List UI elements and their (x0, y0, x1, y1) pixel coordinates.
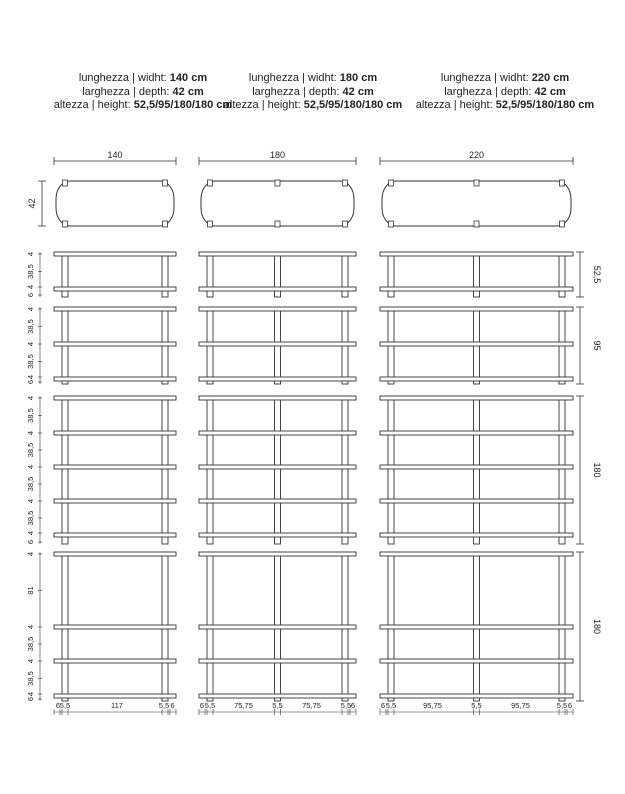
upright-post (388, 396, 394, 544)
depth-key: larghezza | depth: (82, 85, 173, 98)
segment-height-label: 81 (26, 586, 35, 595)
plan-view-outline (201, 181, 354, 226)
plan-view-outline (382, 181, 571, 226)
shelf-board (54, 307, 176, 311)
upright-post (162, 396, 168, 544)
shelf-board (199, 499, 356, 503)
plan-post-marker (163, 221, 168, 227)
shelf-board (380, 465, 573, 469)
length-value: 220 cm (531, 72, 570, 84)
bottom-width-label: 6 (380, 701, 386, 710)
shelf-board (54, 659, 176, 663)
depth-value: 42 cm (534, 85, 566, 98)
segment-height-label: 38,5 (26, 671, 35, 686)
height-key: altezza | height: (223, 99, 304, 111)
shelf-board (380, 552, 573, 556)
depth-value: 42 cm (342, 85, 374, 98)
shelf-board (380, 625, 573, 629)
shelf-board (54, 625, 176, 629)
shelf-board (199, 287, 356, 291)
segment-height-label: 38,5 (26, 408, 35, 423)
segment-height-label: 4 (26, 430, 35, 436)
height-value: 52,5/95/180/180 cm (495, 99, 595, 111)
shelf-board (54, 465, 176, 469)
segment-height-label: 4 (26, 498, 35, 504)
length-key: lunghezza | widht: (248, 72, 340, 84)
plan-post-marker (163, 180, 168, 186)
segment-height-label: 6 (26, 696, 35, 702)
plan-post-marker (275, 180, 280, 186)
plan-post-marker (560, 180, 565, 186)
length-key: lunghezza | widht: (78, 72, 170, 84)
upright-post (207, 396, 213, 544)
segment-height-label: 38,5 (26, 264, 35, 279)
shelf-board (199, 252, 356, 256)
segment-height-label: 38,5 (26, 476, 35, 492)
shelf-board (199, 396, 356, 400)
bottom-width-label: 6 (170, 701, 175, 710)
shelf-board (199, 465, 356, 469)
total-height-label: 95 (592, 340, 602, 351)
total-height-label: 180 (592, 618, 602, 635)
height-key: altezza | height: (53, 99, 134, 111)
bottom-width-label: 95,75 (511, 701, 530, 710)
plan-post-marker (343, 180, 348, 186)
shelf-board (199, 659, 356, 663)
shelf-board (380, 377, 573, 381)
upright-post (62, 396, 68, 544)
plan-post-marker (275, 221, 280, 227)
total-height-label: 180 (592, 462, 602, 478)
shelf-board (380, 342, 573, 346)
total-height-label: 52,5 (592, 265, 602, 284)
segment-height-label: 4 (26, 691, 35, 697)
shelf-board (54, 533, 176, 537)
bottom-width-label: 5,5 (556, 701, 568, 710)
shelf-board (199, 307, 356, 311)
plan-post-marker (63, 221, 68, 227)
segment-height-label: 4 (26, 284, 35, 290)
plan-post-marker (208, 180, 213, 186)
segment-height-label: 4 (26, 530, 35, 536)
bottom-width-label: 5,5 (59, 701, 71, 710)
plan-post-marker (63, 180, 68, 186)
length-value: 140 cm (169, 72, 208, 84)
shelf-board (54, 431, 176, 435)
bottom-width-label: 75,75 (302, 701, 321, 710)
segment-height-label: 4 (26, 374, 35, 380)
depth-label: 42 (27, 198, 37, 209)
segment-height-label: 38,5 (26, 510, 35, 526)
segment-height-label: 4 (26, 251, 35, 257)
plan-post-marker (474, 180, 479, 186)
width-label: 180 (269, 150, 286, 160)
upright-post (342, 396, 348, 544)
shelf-board (54, 342, 176, 346)
segment-height-label: 6 (26, 292, 35, 298)
upright-post (474, 396, 480, 544)
shelf-board (54, 694, 176, 698)
shelf-board (380, 307, 573, 311)
bottom-width-label: 5,5 (340, 701, 352, 710)
shelf-board (54, 252, 176, 256)
bottom-width-label: 95,75 (423, 701, 442, 710)
shelf-board (380, 533, 573, 537)
segment-height-label: 4 (26, 395, 35, 401)
bottom-width-label: 5,5 (158, 701, 170, 710)
segment-height-label: 4 (26, 306, 35, 312)
shelf-board (54, 499, 176, 503)
plan-post-marker (208, 221, 213, 227)
shelf-board (380, 252, 573, 256)
shelf-board (199, 625, 356, 629)
bottom-width-label: 6 (567, 701, 573, 710)
segment-height-label: 6 (26, 379, 35, 385)
plan-view-outline (56, 181, 174, 226)
bottom-width-label: 75,75 (234, 701, 253, 710)
height-key: altezza | height: (415, 99, 496, 111)
depth-value: 42 cm (172, 85, 204, 98)
segment-height-label: 4 (26, 464, 35, 470)
shelf-board (54, 287, 176, 291)
bottom-width-label: 5,5 (471, 701, 482, 710)
shelf-board (199, 552, 356, 556)
bottom-width-label: 117 (111, 701, 123, 710)
segment-height-label: 4 (26, 341, 35, 347)
bottom-width-label: 6 (199, 701, 205, 710)
shelf-board (199, 694, 356, 698)
bottom-width-label: 5,5 (272, 701, 283, 710)
shelf-board (199, 533, 356, 537)
bottom-width-label: 5,5 (204, 701, 216, 710)
depth-key: larghezza | depth: (252, 85, 343, 98)
length-value: 180 cm (339, 72, 378, 84)
height-value: 52,5/95/180/180 cm (303, 99, 403, 111)
plan-post-marker (389, 221, 394, 227)
shelf-board (54, 552, 176, 556)
shelf-board (54, 377, 176, 381)
shelf-board (380, 694, 573, 698)
shelf-board (199, 377, 356, 381)
width-label: 220 (468, 150, 485, 160)
depth-key: larghezza | depth: (444, 85, 535, 98)
shelf-board (380, 287, 573, 291)
segment-height-label: 38,5 (26, 636, 35, 652)
width-label: 140 (107, 150, 123, 160)
shelf-board (380, 499, 573, 503)
bottom-width-label: 5,5 (385, 701, 397, 710)
length-key: lunghezza | widht: (440, 72, 532, 84)
plan-post-marker (560, 221, 565, 227)
shelf-board (380, 396, 573, 400)
shelf-board (380, 431, 573, 435)
segment-height-label: 4 (26, 551, 35, 557)
segment-height-label: 38,5 (26, 319, 35, 334)
segment-height-label: 4 (26, 624, 35, 630)
shelf-board (199, 431, 356, 435)
shelf-board (199, 342, 356, 346)
plan-post-marker (343, 221, 348, 227)
plan-post-marker (474, 221, 479, 227)
upright-post (559, 396, 565, 544)
upright-post (275, 396, 281, 544)
bottom-width-label: 6 (55, 701, 61, 710)
shelf-board (54, 396, 176, 400)
shelf-board (380, 659, 573, 663)
bottom-width-label: 6 (350, 701, 356, 710)
height-value: 52,5/95/180/180 cm (133, 99, 233, 111)
plan-post-marker (389, 180, 394, 186)
segment-height-label: 4 (26, 658, 35, 664)
segment-height-label: 6 (26, 539, 35, 545)
segment-height-label: 38,5 (26, 354, 35, 369)
segment-height-label: 38,5 (26, 442, 35, 458)
